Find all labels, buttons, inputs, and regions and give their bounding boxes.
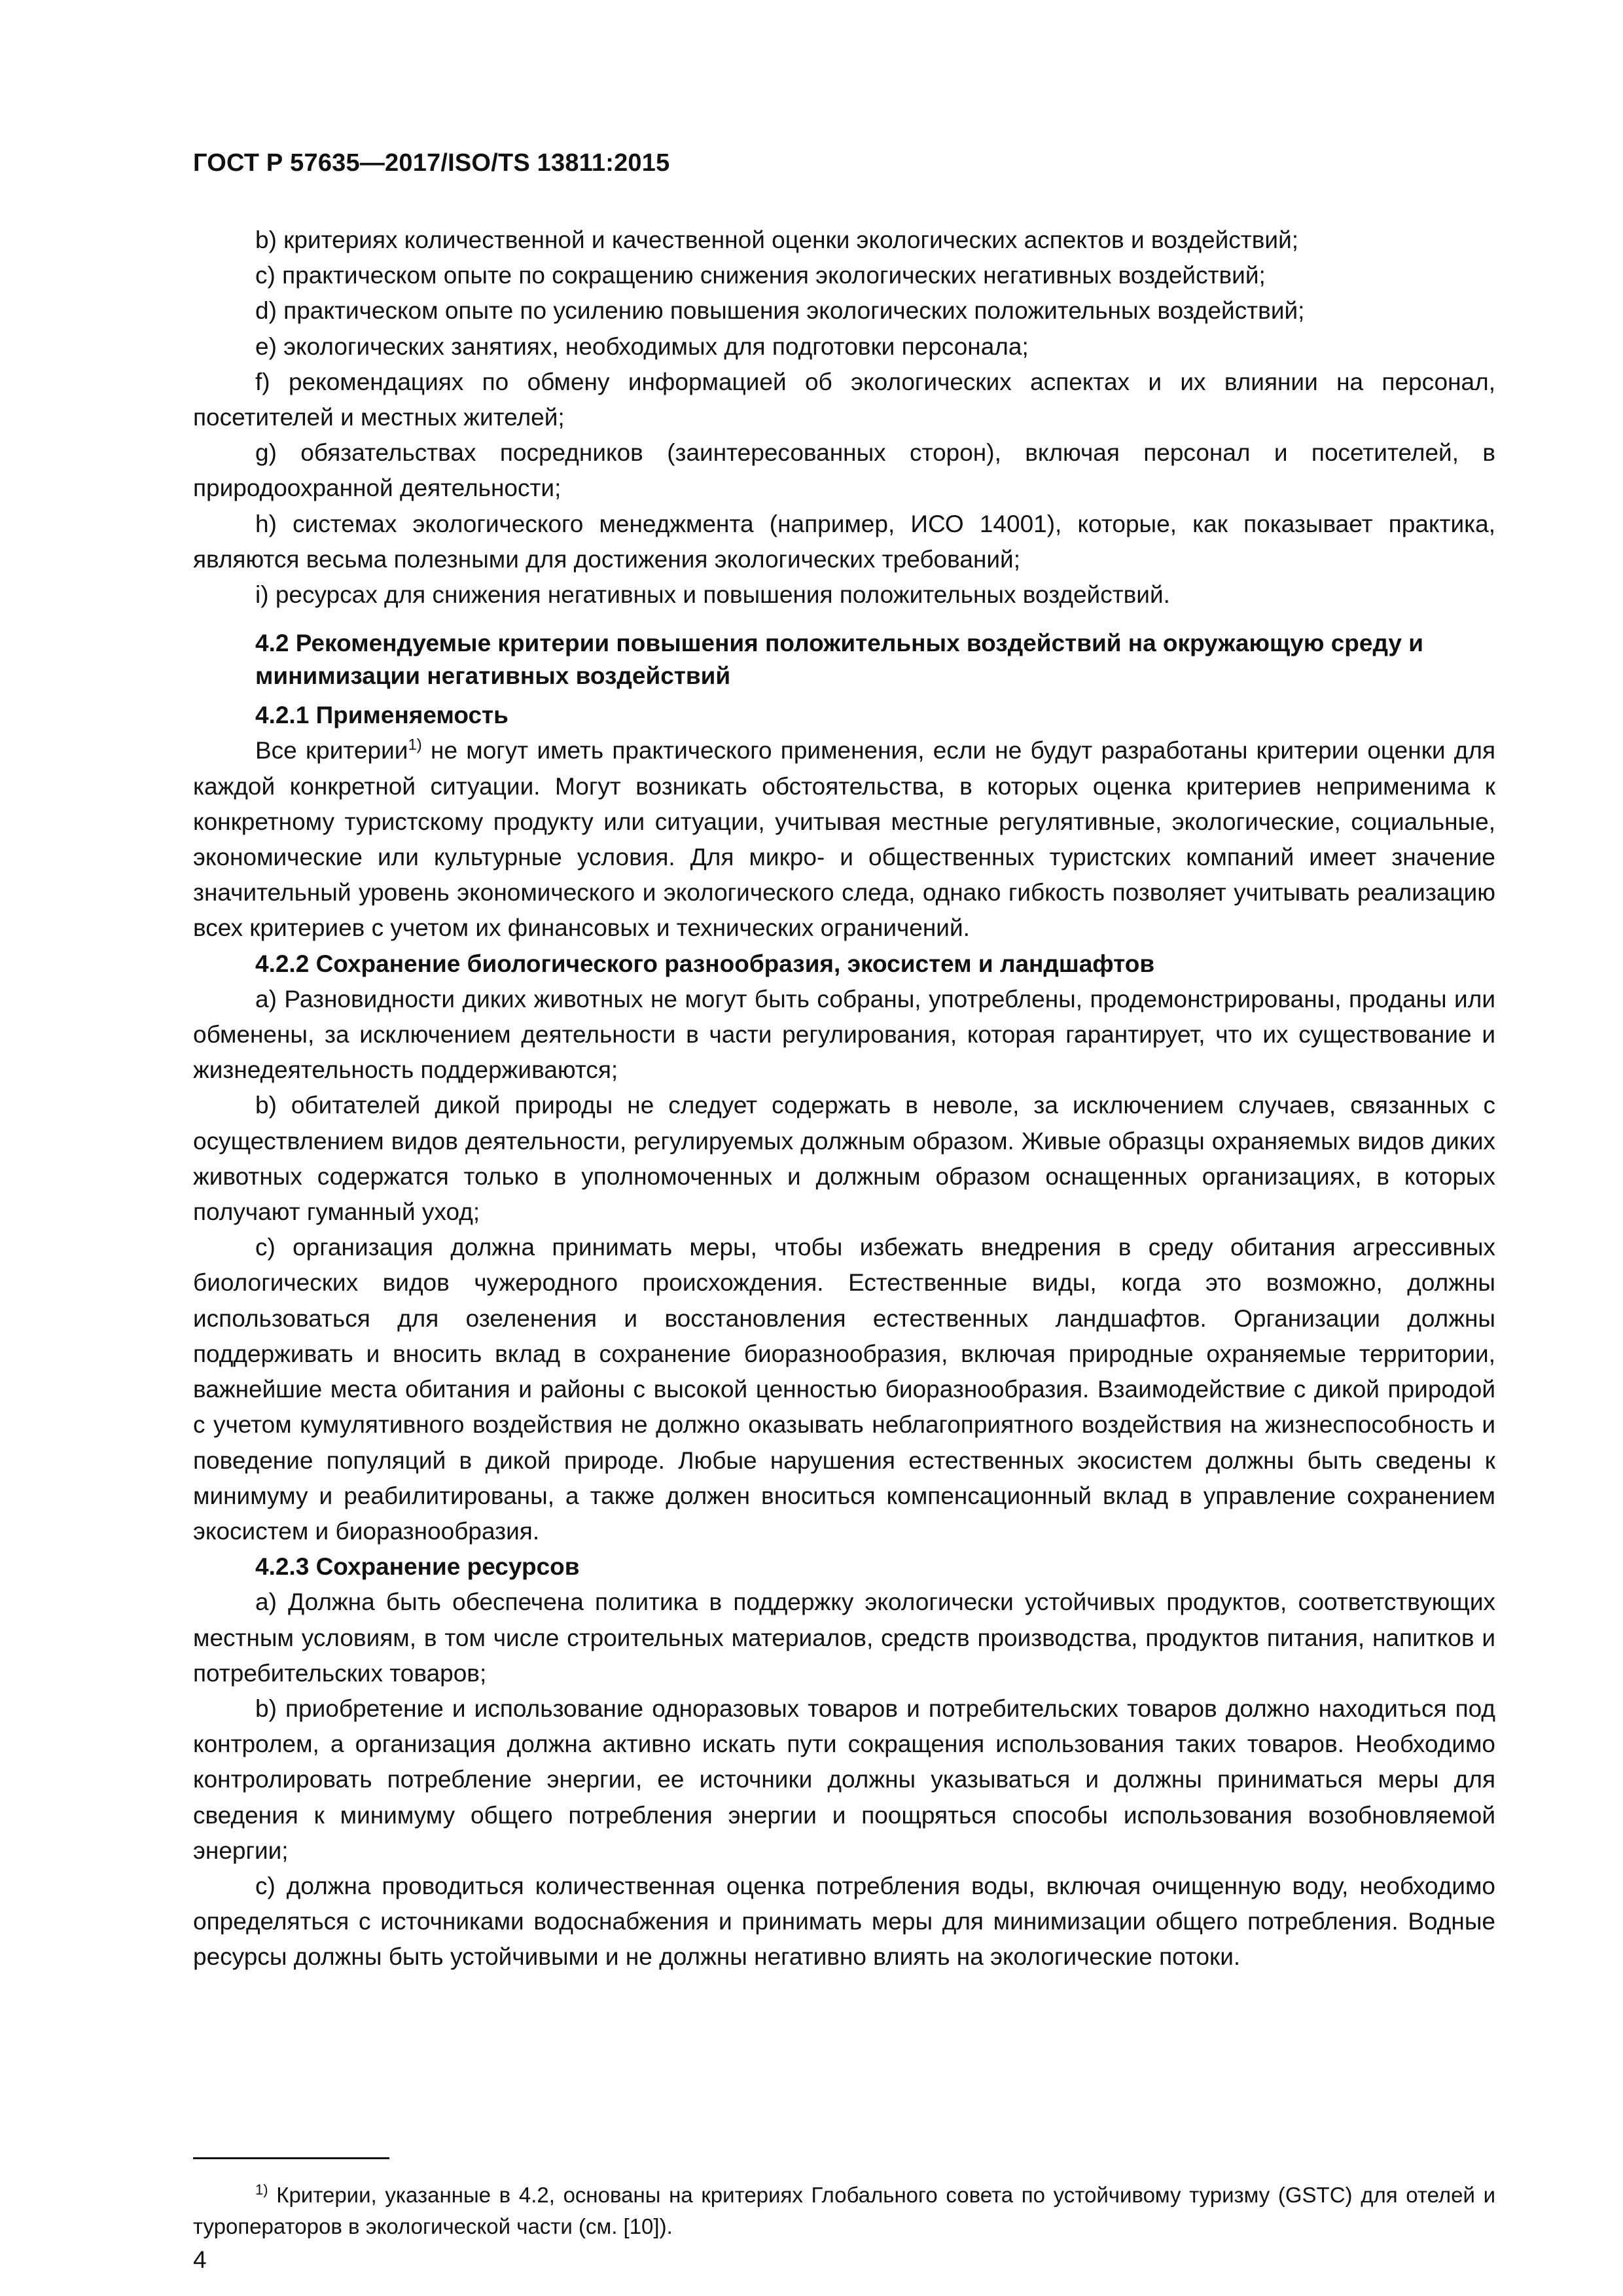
list-item-g: g) обязательствах посредников (заинтересованных сторон), включая персонал и посетителей, в природоохранной деятельности;: [193, 439, 1495, 502]
document-header: ГОСТ Р 57635—2017/ISO/TS 13811:2015: [193, 149, 670, 177]
footnote-text: Критерии, указанные в 4.2, основаны на критериях Глобального совета по устойчивому туризму (GSTC) для отелей и туроператоров в экологической части (см. [10]).: [193, 2183, 1495, 2238]
section-4-2-3-item-b: b) приобретение и использование одноразовых товаров и потребительских товаров должно находиться под контролем, а организация должна активно искать пути сокращения использования таких товаров. Необходимо контролировать потребление энергии, ее источники должны указываться и должны приниматься меры для сведения к минимуму общего потребления энергии и поощряться способы использования возобновляемой энергии;: [193, 1695, 1495, 1864]
section-4-2-3-item-c: c) должна проводиться количественная оценка потребления воды, включая очищенную воду, необходимо определяться с источниками водоснабжения и принимать меры для минимизации общего потребления. Водные ресурсы должны быть устойчивыми и не должны негативно влиять на экологические потоки.: [193, 1872, 1495, 1971]
section-4-2-3-heading: 4.2.3 Сохранение ресурсов: [255, 1553, 580, 1581]
list-item-i: i) ресурсах для снижения негативных и повышения положительных воздействий.: [255, 581, 1170, 609]
list-item-d: d) практическом опыте по усилению повышения экологических положительных воздействий;: [255, 297, 1305, 325]
list-item-h: h) системах экологического менеджмента (например, ИСО 14001), которые, как показывает практика, являются весьма полезными для достижения экологических требований;: [193, 510, 1495, 573]
list-item-b: b) критериях количественной и качественной оценки экологических аспектов и воздействий;: [255, 226, 1299, 253]
page-body: [193, 223, 1495, 1975]
list-item-e: e) экологических занятиях, необходимых для подготовки персонала;: [255, 332, 1029, 360]
section-4-2-2-heading: 4.2.2 Сохранение биологического разнообразия, экосистем и ландшафтов: [255, 950, 1155, 977]
footnote: [193, 2179, 1495, 2242]
section-4-2-heading: 4.2 Рекомендуемые критерии повышения положительных воздействий на окружающую среду и минимизации негативных воздействий: [255, 630, 1424, 690]
footnote-marker: 1): [255, 2181, 268, 2198]
section-4-2-1-heading: 4.2.1 Применяемость: [255, 702, 508, 729]
section-4-2-2-item-c: c) организация должна принимать меры, чтобы избежать внедрения в среду обитания агрессивных биологических видов чужеродного происхождения. Естественные виды, когда это возможно, должны использоваться для озеленения и восстановления естественных ландшафтов. Организации должны поддерживать и вносить вклад в сохранение биоразнообразия, включая природные охраняемые территории, важнейшие места обитания и районы с высокой ценностью биоразнообразия. Взаимодействие с дикой природой с учетом кумулятивного воздействия не должно оказывать неблагоприятного воздействия на жизнеспособность и поведение популяций в дикой природе. Любые нарушения естественных экосистем должны быть сведены к минимуму и реабилитированы, а также должен вноситься компенсационный вклад в управление сохранением экосистем и биоразнообразия.: [193, 1234, 1495, 1545]
footnote-ref[interactable]: 1): [408, 736, 422, 755]
page-number: 4: [193, 2246, 207, 2273]
section-4-2-2-item-a: a) Разновидности диких животных не могут быть собраны, употреблены, продемонстрированы, проданы или обменены, за исключением деятельности в части регулирования, которая гарантирует, что их существование и жизнедеятельность поддерживаются;: [193, 985, 1495, 1084]
footnote-divider: [193, 2157, 389, 2159]
section-4-2-3-item-a: a) Должна быть обеспечена политика в поддержку экологически устойчивых продуктов, соответствующих местным условиям, в том числе строительных материалов, средств производства, продуктов питания, напитков и потребительских товаров;: [193, 1588, 1495, 1687]
list-item-f: f) рекомендациях по обмену информацией об экологических аспектах и их влиянии на персонал, посетителей и местных жителей;: [193, 368, 1495, 431]
paragraph-start: Все критерии: [255, 737, 408, 764]
paragraph-rest: не могут иметь практического применения, если не будут разработаны критерии оценки для каждой конкретной ситуации. Могут возникать обстоятельства, в которых оценка критериев неприменима к конкретному туристскому продукту или ситуации, учитывая местные регулятивные, экологические, социальные, экономические или культурные условия. Для микро- и общественных туристских компаний имеет значение значительный уровень экономического и экологического следа, однако гибкость позволяет учитывать реализацию всех критериев с учетом их финансовых и технических ограничений.: [193, 737, 1495, 942]
section-4-2-2-item-b: b) обитателей дикой природы не следует содержать в неволе, за исключением случаев, связанных с осуществлением видов деятельности, регулируемых должным образом. Живые образцы охраняемых видов диких животных содержатся только в уполномоченных и должным образом оснащенных организациях, в которых получают гуманный уход;: [193, 1092, 1495, 1226]
list-item-c: c) практическом опыте по сокращению снижения экологических негативных воздействий;: [255, 262, 1266, 289]
section-4-2-1-paragraph: [193, 733, 1495, 946]
